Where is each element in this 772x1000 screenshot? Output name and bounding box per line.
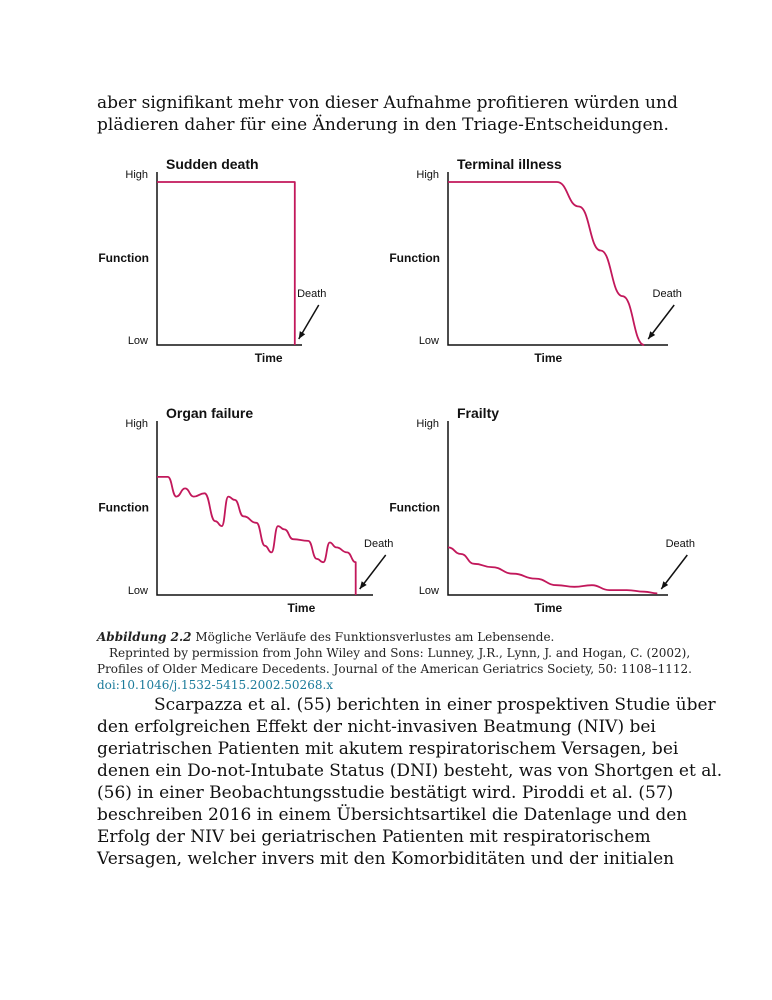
intro-paragraph bbox=[97, 92, 697, 136]
x-axis-label: Time bbox=[287, 601, 316, 615]
death-label: Death bbox=[665, 538, 695, 550]
body-line: beschreiben 2016 in einem Übersichtsartikel die Datenlage und den bbox=[97, 805, 688, 825]
y-tick-high: High bbox=[125, 169, 148, 181]
x-axis-label: Time bbox=[254, 351, 283, 365]
body-line: Erfolg der NIV bei geriatrischen Patienten mit respiratorischem bbox=[97, 827, 651, 847]
body-line: den erfolgreichen Effekt der nicht-invasiven Beatmung (NIV) bei bbox=[97, 717, 656, 737]
axis-line bbox=[157, 421, 373, 595]
y-axis-label: Function bbox=[389, 500, 440, 515]
y-tick-low: Low bbox=[418, 585, 439, 597]
death-arrow-head bbox=[648, 331, 655, 339]
panel-title: Frailty bbox=[457, 405, 500, 421]
y-tick-high: High bbox=[416, 169, 439, 181]
body-line: Versagen, welcher invers mit den Komorbiditäten und der initialen bbox=[97, 849, 675, 869]
axis-line bbox=[448, 172, 668, 345]
death-label: Death bbox=[652, 288, 682, 300]
death-label: Death bbox=[364, 538, 394, 550]
doi-link[interactable]: doi:10.1046/j.1532-5415.2002.50268.x bbox=[97, 678, 334, 692]
death-label: Death bbox=[297, 288, 327, 300]
x-axis-label: Time bbox=[534, 601, 563, 615]
x-axis-label: Time bbox=[534, 351, 563, 365]
trajectory-curve bbox=[448, 547, 657, 593]
trajectory-curve bbox=[157, 477, 356, 595]
intro-line: aber signifikant mehr von dieser Aufnahme profitieren würden und bbox=[97, 93, 678, 113]
intro-line: plädieren daher für eine Änderung in den Triage-Entscheidungen. bbox=[97, 115, 669, 135]
y-axis-label: Function bbox=[98, 251, 149, 266]
y-tick-low: Low bbox=[127, 335, 148, 347]
trajectory-figure bbox=[90, 150, 695, 625]
panel-title: Organ failure bbox=[166, 405, 254, 421]
y-axis-label: Function bbox=[389, 251, 440, 266]
trajectory-curve bbox=[157, 182, 295, 345]
body-line: Scarpazza et al. (55) berichten in einer prospektiven Studie über bbox=[154, 695, 716, 715]
caption-credit-line: Reprinted by permission from John Wiley and Sons: Lunney, J.R., Lynn, J. and Hogan, C. (2002), bbox=[109, 646, 691, 660]
y-tick-high: High bbox=[416, 418, 439, 430]
y-tick-low: Low bbox=[418, 335, 439, 347]
trajectory-curve bbox=[448, 182, 644, 345]
figure-label: Abbildung 2.2 bbox=[97, 630, 192, 644]
panel-title: Terminal illness bbox=[457, 156, 562, 172]
axis-line bbox=[157, 172, 302, 345]
caption-credit-line: Profiles of Older Medicare Decedents. Journal of the American Geriatrics Society, 50: 1108–1112. bbox=[97, 662, 692, 676]
panel-title: Sudden death bbox=[166, 156, 259, 172]
body-line: (56) in einer Beobachtungsstudie bestätigt wird. Piroddi et al. (57) bbox=[97, 783, 674, 803]
body-paragraph bbox=[97, 694, 723, 870]
y-tick-low: Low bbox=[127, 585, 148, 597]
y-axis-label: Function bbox=[98, 500, 149, 515]
body-line: denen ein Do-not-Intubate Status (DNI) besteht, was von Shortgen et al. bbox=[97, 761, 723, 781]
body-line: geriatrischen Patienten mit akutem respiratorischem Versagen, bei bbox=[97, 739, 679, 759]
caption-text: Mögliche Verläufe des Funktionsverlustes am Lebensende. bbox=[191, 630, 555, 644]
figure-caption bbox=[97, 629, 697, 693]
axis-line bbox=[448, 421, 668, 595]
y-tick-high: High bbox=[125, 418, 148, 430]
